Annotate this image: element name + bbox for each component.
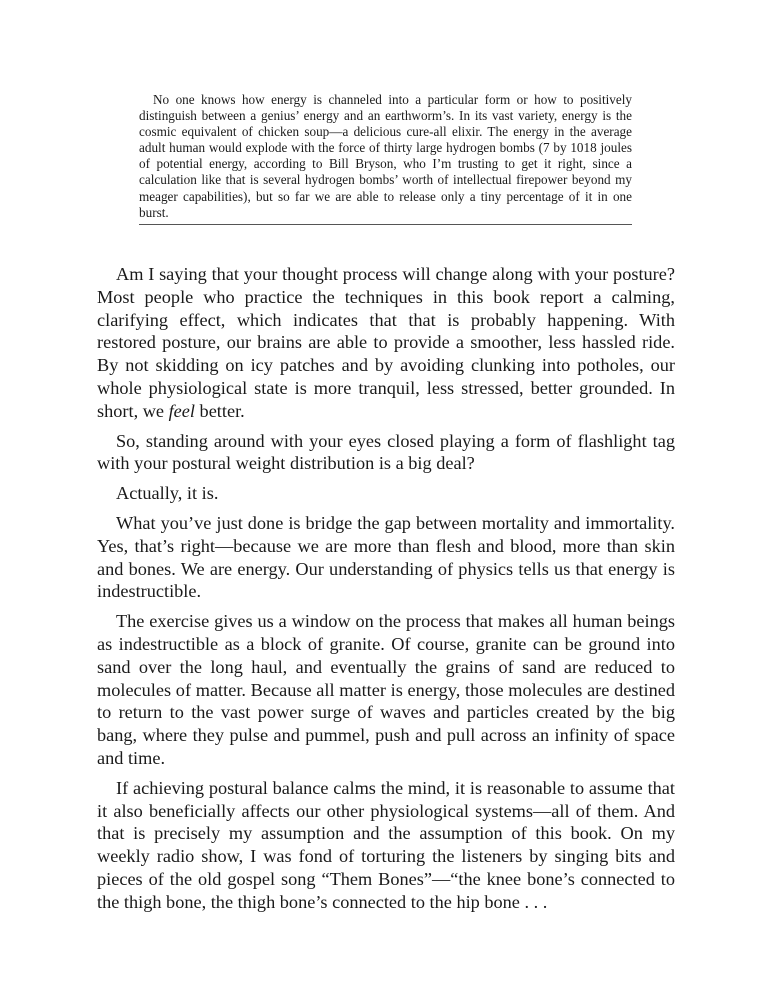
paragraph-3: Actually, it is. <box>116 483 219 504</box>
paragraph-1-end: better. <box>194 400 245 421</box>
paragraph-1-text: Am I saying that your thought process will change along with your posture? Most people who practice the techniques in this book report a calming, clarifying effect, which indicates that that is probably happening. With restored posture, our brains are able to provide a smoother, less hassled ride. By not skidding on icy patches and by avoiding clunking into potholes, our whole physiological state is more tranquil, less stressed, better grounded. In short, we <box>97 264 675 421</box>
paragraph-2: So, standing around with your eyes closed playing a form of flashlight tag with your postural weight distribution is a big deal? <box>97 430 675 474</box>
paragraph-1 <box>97 263 675 423</box>
paragraph-5: The exercise gives us a window on the process that makes all human beings as indestructible as a block of granite. Of course, granite can be ground into sand over the long haul, and eventually the grains of sand are reduced to molecules of matter. Because all matter is energy, those molecules are destined to return to the vast power surge of waves and particles created by the big bang, where they pulse and pummel, push and pull across an infinity of space and time. <box>97 611 675 768</box>
sidebar-paragraph: No one knows how energy is channeled into a particular form or how to positively distinguish between a genius’ energy and an earthworm’s. In its vast variety, energy is the cosmic equivalent of chicken soup—a delicious cure-all elixir. The energy in the average adult human would explode with the force of thirty large hydrogen bombs (7 by 1018 joules of potential energy, according to Bill Bryson, who I’m trusting to get it right, since a calculation like that is several hydrogen bombs’ worth of intellectual firepower beyond my meager capabilities), but so far we are able to release only a tiny percentage of it in one burst. <box>139 92 632 220</box>
paragraph-4: What you’ve just done is bridge the gap between mortality and immortality. Yes, that’s right—because we are more than flesh and blood, more than skin and bones. We are energy. Our understanding of physics tells us that energy is indestructible. <box>97 512 675 602</box>
energy-sidebar-box <box>139 92 632 225</box>
main-text <box>97 263 675 914</box>
paragraph-6: If achieving postural balance calms the mind, it is reasonable to assume that it also beneficially affects our other physiological systems—all of them. And that is precisely my assumption and the assumption of this book. On my weekly radio show, I was fond of torturing the listeners by singing bits and pieces of the old gospel song “Them Bones”—“the knee bone’s connected to the thigh bone, the thigh bone’s connected to the hip bone . . . <box>97 777 675 912</box>
paragraph-1-emphasis: feel <box>168 400 195 421</box>
